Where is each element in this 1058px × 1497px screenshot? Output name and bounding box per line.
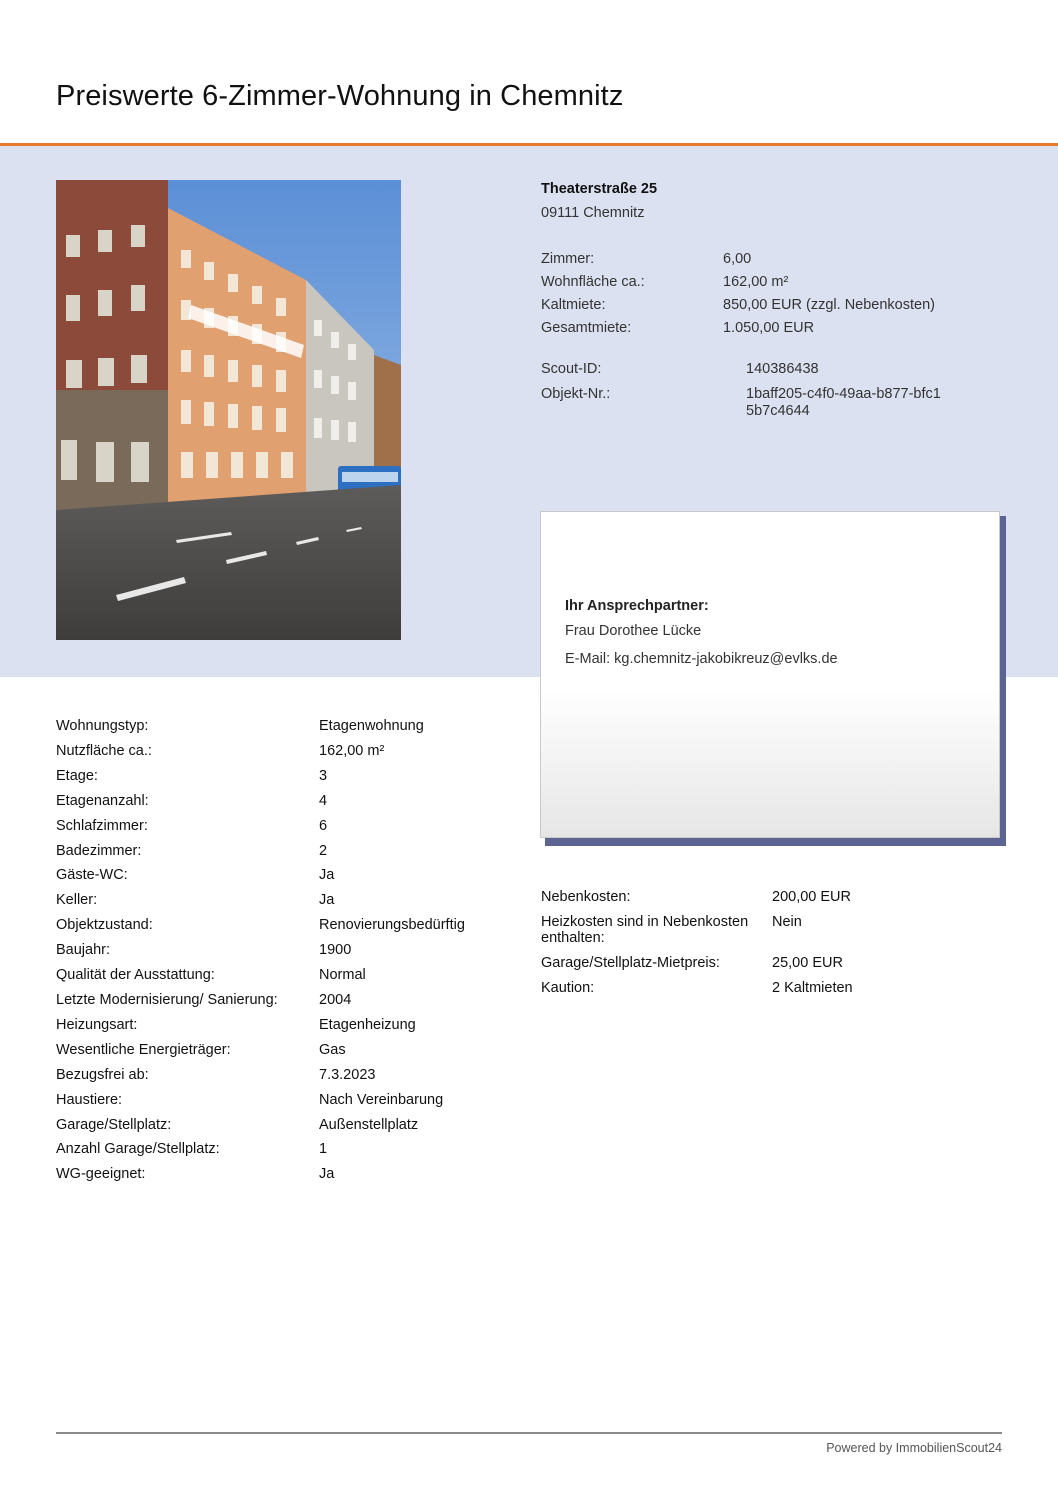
key-fact-label: Gesamtmiete: <box>541 320 632 336</box>
key-fact-row <box>541 248 963 271</box>
detail-value: Ja <box>319 867 335 884</box>
detail-label: Garage/Stellplatz: <box>56 1116 172 1133</box>
detail-label: Etagenanzahl: <box>56 792 149 809</box>
cost-value: Nein <box>772 914 802 930</box>
detail-label: Wohnungstyp: <box>56 718 149 734</box>
detail-label: Gäste-WC: <box>56 867 128 884</box>
cost-row <box>541 980 892 996</box>
contact-email-link[interactable]: kg.chemnitz-jakobikreuz@evlks.de <box>614 651 838 667</box>
detail-value: 2 <box>319 842 328 859</box>
contact-name: Frau Dorothee Lücke <box>565 623 702 639</box>
detail-row <box>56 814 519 839</box>
cost-label: Kaution: <box>541 980 595 996</box>
detail-value: 2004 <box>319 991 352 1008</box>
detail-row <box>56 963 519 988</box>
detail-value: Außenstellplatz <box>319 1116 419 1133</box>
cost-value: 2 Kaltmieten <box>772 980 853 996</box>
detail-value: 1 <box>319 1141 328 1158</box>
detail-row <box>56 988 519 1013</box>
detail-value: Renovierungsbedürftig <box>319 917 465 934</box>
detail-value: Normal <box>319 967 366 984</box>
contact-email-label: E-Mail: <box>565 651 611 667</box>
detail-value: 3 <box>319 767 328 784</box>
key-fact-value: 162,00 m² <box>723 274 789 290</box>
detail-row <box>56 1013 519 1038</box>
detail-label: Anzahl Garage/Stellplatz: <box>56 1141 220 1158</box>
detail-label: Objektzustand: <box>56 917 153 934</box>
detail-label: Baujahr: <box>56 942 111 959</box>
detail-row <box>56 714 519 739</box>
detail-value: 4 <box>319 792 328 809</box>
detail-row <box>56 764 519 789</box>
detail-label: Nutzfläche ca.: <box>56 742 152 759</box>
detail-value: 162,00 m² <box>319 742 385 759</box>
detail-label: Qualität der Ausstattung: <box>56 967 215 984</box>
detail-row <box>56 789 519 814</box>
detail-row <box>56 1162 519 1187</box>
contact-card <box>540 511 1000 838</box>
detail-label: Badezimmer: <box>56 842 142 859</box>
detail-label: Bezugsfrei ab: <box>56 1066 149 1083</box>
detail-label: Letzte Modernisierung/ Sanierung: <box>56 991 278 1008</box>
detail-row <box>56 913 519 938</box>
detail-row <box>56 839 519 864</box>
detail-label: Etage: <box>56 767 98 784</box>
footer-divider <box>56 1432 1002 1434</box>
id-list <box>541 358 946 422</box>
key-fact-row <box>541 294 963 317</box>
cost-row <box>541 914 892 946</box>
detail-row <box>56 863 519 888</box>
detail-value: 6 <box>319 817 328 834</box>
detail-row <box>56 1063 519 1088</box>
key-fact-value: 850,00 EUR (zzgl. Nebenkosten) <box>723 297 935 313</box>
detail-row <box>56 938 519 963</box>
detail-value: 1900 <box>319 942 352 959</box>
cost-label: Nebenkosten: <box>541 889 631 905</box>
id-value: 140386438 <box>746 361 819 377</box>
contact-email-line <box>565 651 838 667</box>
detail-row <box>56 1088 519 1113</box>
key-facts-list <box>541 248 963 340</box>
id-label: Objekt-Nr.: <box>541 386 611 402</box>
cost-value: 200,00 EUR <box>772 889 851 905</box>
detail-label: Keller: <box>56 892 98 909</box>
detail-row <box>56 1113 519 1138</box>
detail-label: WG-geeignet: <box>56 1166 146 1183</box>
key-fact-label: Kaltmiete: <box>541 297 606 313</box>
detail-row <box>56 1038 519 1063</box>
costs-list <box>541 889 892 1005</box>
detail-value: Ja <box>319 892 335 909</box>
id-value: 1baff205-c4f0-49aa-b877-bfc15b7c4644 <box>746 386 941 419</box>
address-city: 09111 Chemnitz <box>541 205 645 221</box>
detail-value: Ja <box>319 1166 335 1183</box>
cost-row <box>541 955 892 971</box>
detail-row <box>56 888 519 913</box>
detail-value: Etagenwohnung <box>319 718 424 734</box>
key-fact-row <box>541 271 963 294</box>
detail-value: Etagenheizung <box>319 1016 416 1033</box>
detail-value: 7.3.2023 <box>319 1066 376 1083</box>
address-street: Theaterstraße 25 <box>541 181 658 197</box>
footer-powered-by: Powered by ImmobilienScout24 <box>826 1441 1002 1455</box>
cost-label: Garage/Stellplatz-Mietpreis: <box>541 955 720 971</box>
id-label: Scout-ID: <box>541 361 602 377</box>
details-list <box>56 714 519 1187</box>
detail-row <box>56 1137 519 1162</box>
detail-label: Heizungsart: <box>56 1016 138 1033</box>
cost-label: Heizkosten sind in Nebenkosten enthalten: <box>541 914 749 946</box>
id-row <box>541 358 946 381</box>
page-title: Preiswerte 6-Zimmer-Wohnung in Chemnitz <box>56 80 624 112</box>
cost-value: 25,00 EUR <box>772 955 843 971</box>
id-row <box>541 383 946 420</box>
key-fact-label: Zimmer: <box>541 251 595 267</box>
detail-value: Gas <box>319 1041 346 1058</box>
key-fact-value: 1.050,00 EUR <box>723 320 815 336</box>
cost-row <box>541 889 892 905</box>
detail-value: Nach Vereinbarung <box>319 1091 444 1108</box>
key-fact-row <box>541 317 963 340</box>
key-fact-label: Wohnfläche ca.: <box>541 274 645 290</box>
property-photo <box>56 180 401 640</box>
contact-heading: Ihr Ansprechpartner: <box>565 598 709 614</box>
detail-label: Wesentliche Energieträger: <box>56 1041 231 1058</box>
key-fact-value: 6,00 <box>723 251 752 267</box>
detail-label: Haustiere: <box>56 1091 123 1108</box>
detail-label: Schlafzimmer: <box>56 817 148 834</box>
detail-row <box>56 739 519 764</box>
